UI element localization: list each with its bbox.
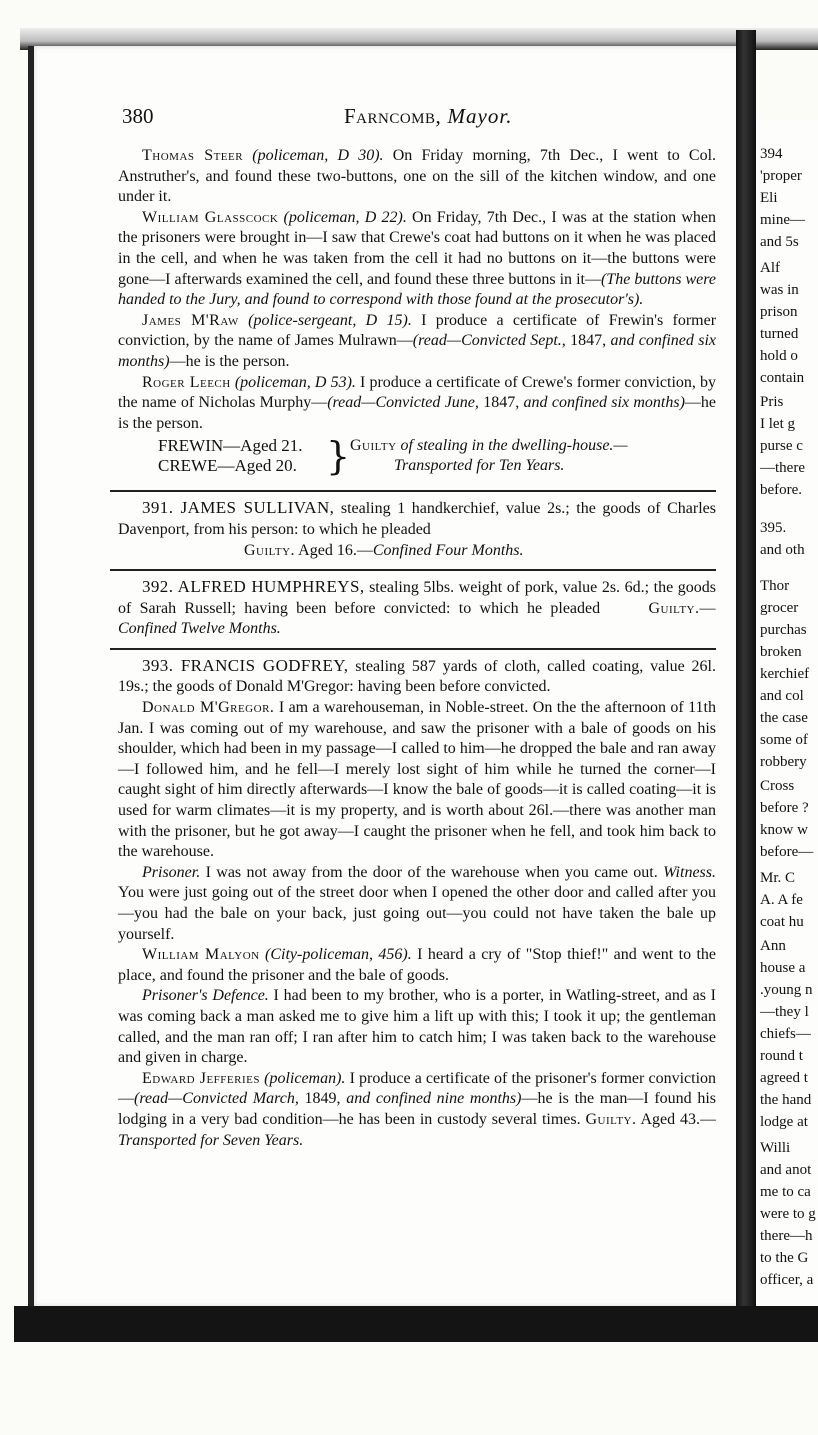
- page-body: [118, 146, 716, 1151]
- right-page-line: broken: [760, 644, 802, 660]
- right-page-line: know w: [760, 822, 808, 838]
- right-page-line: —they l: [760, 1004, 809, 1020]
- right-page-line: the hand: [760, 1092, 812, 1108]
- right-page-line: Pris: [760, 394, 784, 410]
- right-page-line: contain: [760, 370, 805, 386]
- testimony-leech: Roger Leech (policeman, D 53). I produce a certificate of Crewe's former conviction, by the name of Nicholas Murphy—(read—Convicted June, 1847, and confined six months)—he is the person.: [118, 373, 717, 432]
- right-page-line: was in: [760, 282, 799, 298]
- right-page-line: coat hu: [760, 914, 804, 930]
- right-page-line: robbery: [760, 754, 807, 770]
- testimony-malyon: William Malyon (City-policeman, 456). I heard a cry of "Stop thief!" and went to the place, and found the prisoner and the bale of goods.: [118, 946, 717, 984]
- right-page-line: officer, a: [760, 1272, 814, 1288]
- testimony-mgregor: Donald M'Gregor. I am a warehouseman, in Noble-street. On the the afternoon of 11th Jan. I was coming out of my warehouse, and saw the prisoner with a bale of goods on his shoulder, which had been in my passage—I called to him—he dropped the bale and ran away—I followed him, and he fell—I merely lost sight of him while he turned the corner—I caught sight of him directly afterwards—I know the bale of goods—it is called coating—it is used for warm climates—it is my property, and is worth about 26l.—there was another man with the prisoner, but he got away—I caught the prisoner when he fell, and took him back to the warehouse.: [118, 699, 717, 861]
- running-header: [122, 104, 722, 134]
- right-page-line: before ?: [760, 800, 809, 816]
- right-page-line: Willi: [760, 1140, 791, 1156]
- right-page-line: and anot: [760, 1162, 812, 1178]
- right-page-line: —there: [760, 460, 805, 476]
- right-page-line: .young n: [760, 982, 813, 998]
- right-page-line: grocer: [760, 600, 799, 616]
- right-page-line: were to g: [760, 1206, 816, 1222]
- case-divider: [110, 490, 716, 492]
- right-page-line: Eli: [760, 190, 778, 206]
- right-page-line: before.: [760, 482, 803, 498]
- book-gutter: [736, 30, 756, 1330]
- right-page-line: agreed t: [760, 1070, 808, 1086]
- right-page-line: Mr. C: [760, 870, 796, 886]
- case-392: 392. ALFRED HUMPHREYS, stealing 5lbs. weight of pork, value 2s. 6d.; the goods of Sarah Russell; having been before convicted: to which he pleaded Guilty.—Confined Twelve Months.: [118, 577, 717, 638]
- right-page-line: to the G: [760, 1250, 809, 1266]
- right-page-line: 395.: [760, 520, 787, 536]
- right-page-line: 'proper: [760, 168, 802, 184]
- right-page-line: kerchief: [760, 666, 810, 682]
- right-page-line: the case: [760, 710, 808, 726]
- right-page-line: turned: [760, 326, 799, 342]
- right-page-line: before—: [760, 844, 814, 860]
- bottom-scan-margin: [14, 1342, 818, 1435]
- running-title: Farncomb, Mayor.: [344, 104, 513, 128]
- right-page-line: me to ca: [760, 1184, 811, 1200]
- right-page-line: some of: [760, 732, 808, 748]
- case-393: 393. FRANCIS GODFREY, stealing 587 yards of cloth, called coating, value 26l. 19s.; the goods of Donald M'Gregor: having been before convicted.: [118, 655, 717, 696]
- case-391: 391. JAMES SULLIVAN, stealing 1 handkerchief, value 2s.; the goods of Charles Davenport, from his person: to which he pleaded: [118, 498, 716, 538]
- testimony-mraw: James M'Raw (police-sergeant, D 15). I produce a certificate of Frewin's former conviction, by the name of James Mulrawn—(read—Convicted Sept., 1847, and confined six months)—he is the person.: [118, 311, 717, 370]
- right-page-fragment: [756, 120, 818, 1320]
- right-page-line: I let g: [760, 416, 795, 432]
- right-page-line: Ann: [760, 938, 786, 954]
- case-divider: [110, 569, 716, 571]
- prisoner-witness-exchange: Prisoner. I was not away from the door of the warehouse when you came out. Witness. You were just going out of the street door when I opened the other door and called after you—you had the bale on your back, just going out—you could not have taken the bale up yourself.: [118, 863, 716, 943]
- right-page-line: round t: [760, 1048, 803, 1064]
- right-page-line: mine—: [760, 212, 805, 228]
- right-page-line: Thor: [760, 578, 790, 594]
- testimony-jefferies: Edward Jefferies (policeman). I produce a certificate of the prisoner's former conviction—(read—Convicted March, 1849, and confined nine months)—he is the man—I found his lodging in a very bad condition—he has been in custody several times. Guilty. Aged 43.—Transported for Seven Years.: [118, 1069, 717, 1149]
- right-page-line: A. A fe: [760, 892, 803, 908]
- page-number: 380: [122, 104, 154, 128]
- prisoners-defence: Prisoner's Defence. I had been to my brother, who is a porter, in Watling-street, and as I was coming back a man asked me to give him a lift up with this; I took it up; the gentleman called, and the man ran off; I ran after him to catch him; I was taken back to the warehouse and given in charge.: [118, 987, 716, 1067]
- testimony-steer: Thomas Steer (policeman, D 30). On Friday morning, 7th Dec., I went to Col. Anstruther's, and found these two-buttons, one on the sill of the kitchen window, and one under it.: [118, 147, 717, 206]
- right-page-line: 394: [760, 146, 783, 162]
- right-page-line: and oth: [760, 542, 805, 558]
- right-page-line: purse c: [760, 438, 803, 454]
- case-divider: [110, 648, 716, 650]
- right-page-line: and 5s: [760, 234, 799, 250]
- bottom-shadow-band: [14, 1306, 818, 1342]
- right-page-line: Alf: [760, 260, 780, 276]
- brace-glyph: }: [326, 434, 351, 479]
- testimony-glasscock: William Glasscock (policeman, D 22). On Friday, 7th Dec., I was at the station when the prisoners were brought in—I saw that Crewe's coat had buttons on it when he was placed in the cell, and when he was taken from the cell it had no buttons on it—the buttons were gone—I afterwards examined the cell, and found these three buttons in it—(The buttons were handed to the Jury, and found to correspond with those found at the prosecutor's).: [118, 208, 717, 309]
- right-page-line: house a: [760, 960, 806, 976]
- right-page-line: there—h: [760, 1228, 813, 1244]
- right-page-line: purchas: [760, 622, 807, 638]
- right-page-line: lodge at: [760, 1114, 808, 1130]
- right-page-line: Cross: [760, 778, 795, 794]
- verdict-frewin-crewe: FREWIN—Aged 21. CREWE—Aged 20. } Guilty of stealing in the dwelling-house.— Transported for Ten Years.: [158, 434, 628, 479]
- right-page-line: chiefs—: [760, 1026, 811, 1042]
- right-page-line: prison: [760, 304, 798, 320]
- right-page-line: and col: [760, 688, 804, 704]
- right-page-line: hold o: [760, 348, 798, 364]
- case-391-verdict: Guilty. Aged 16.—Confined Four Months.: [244, 541, 524, 559]
